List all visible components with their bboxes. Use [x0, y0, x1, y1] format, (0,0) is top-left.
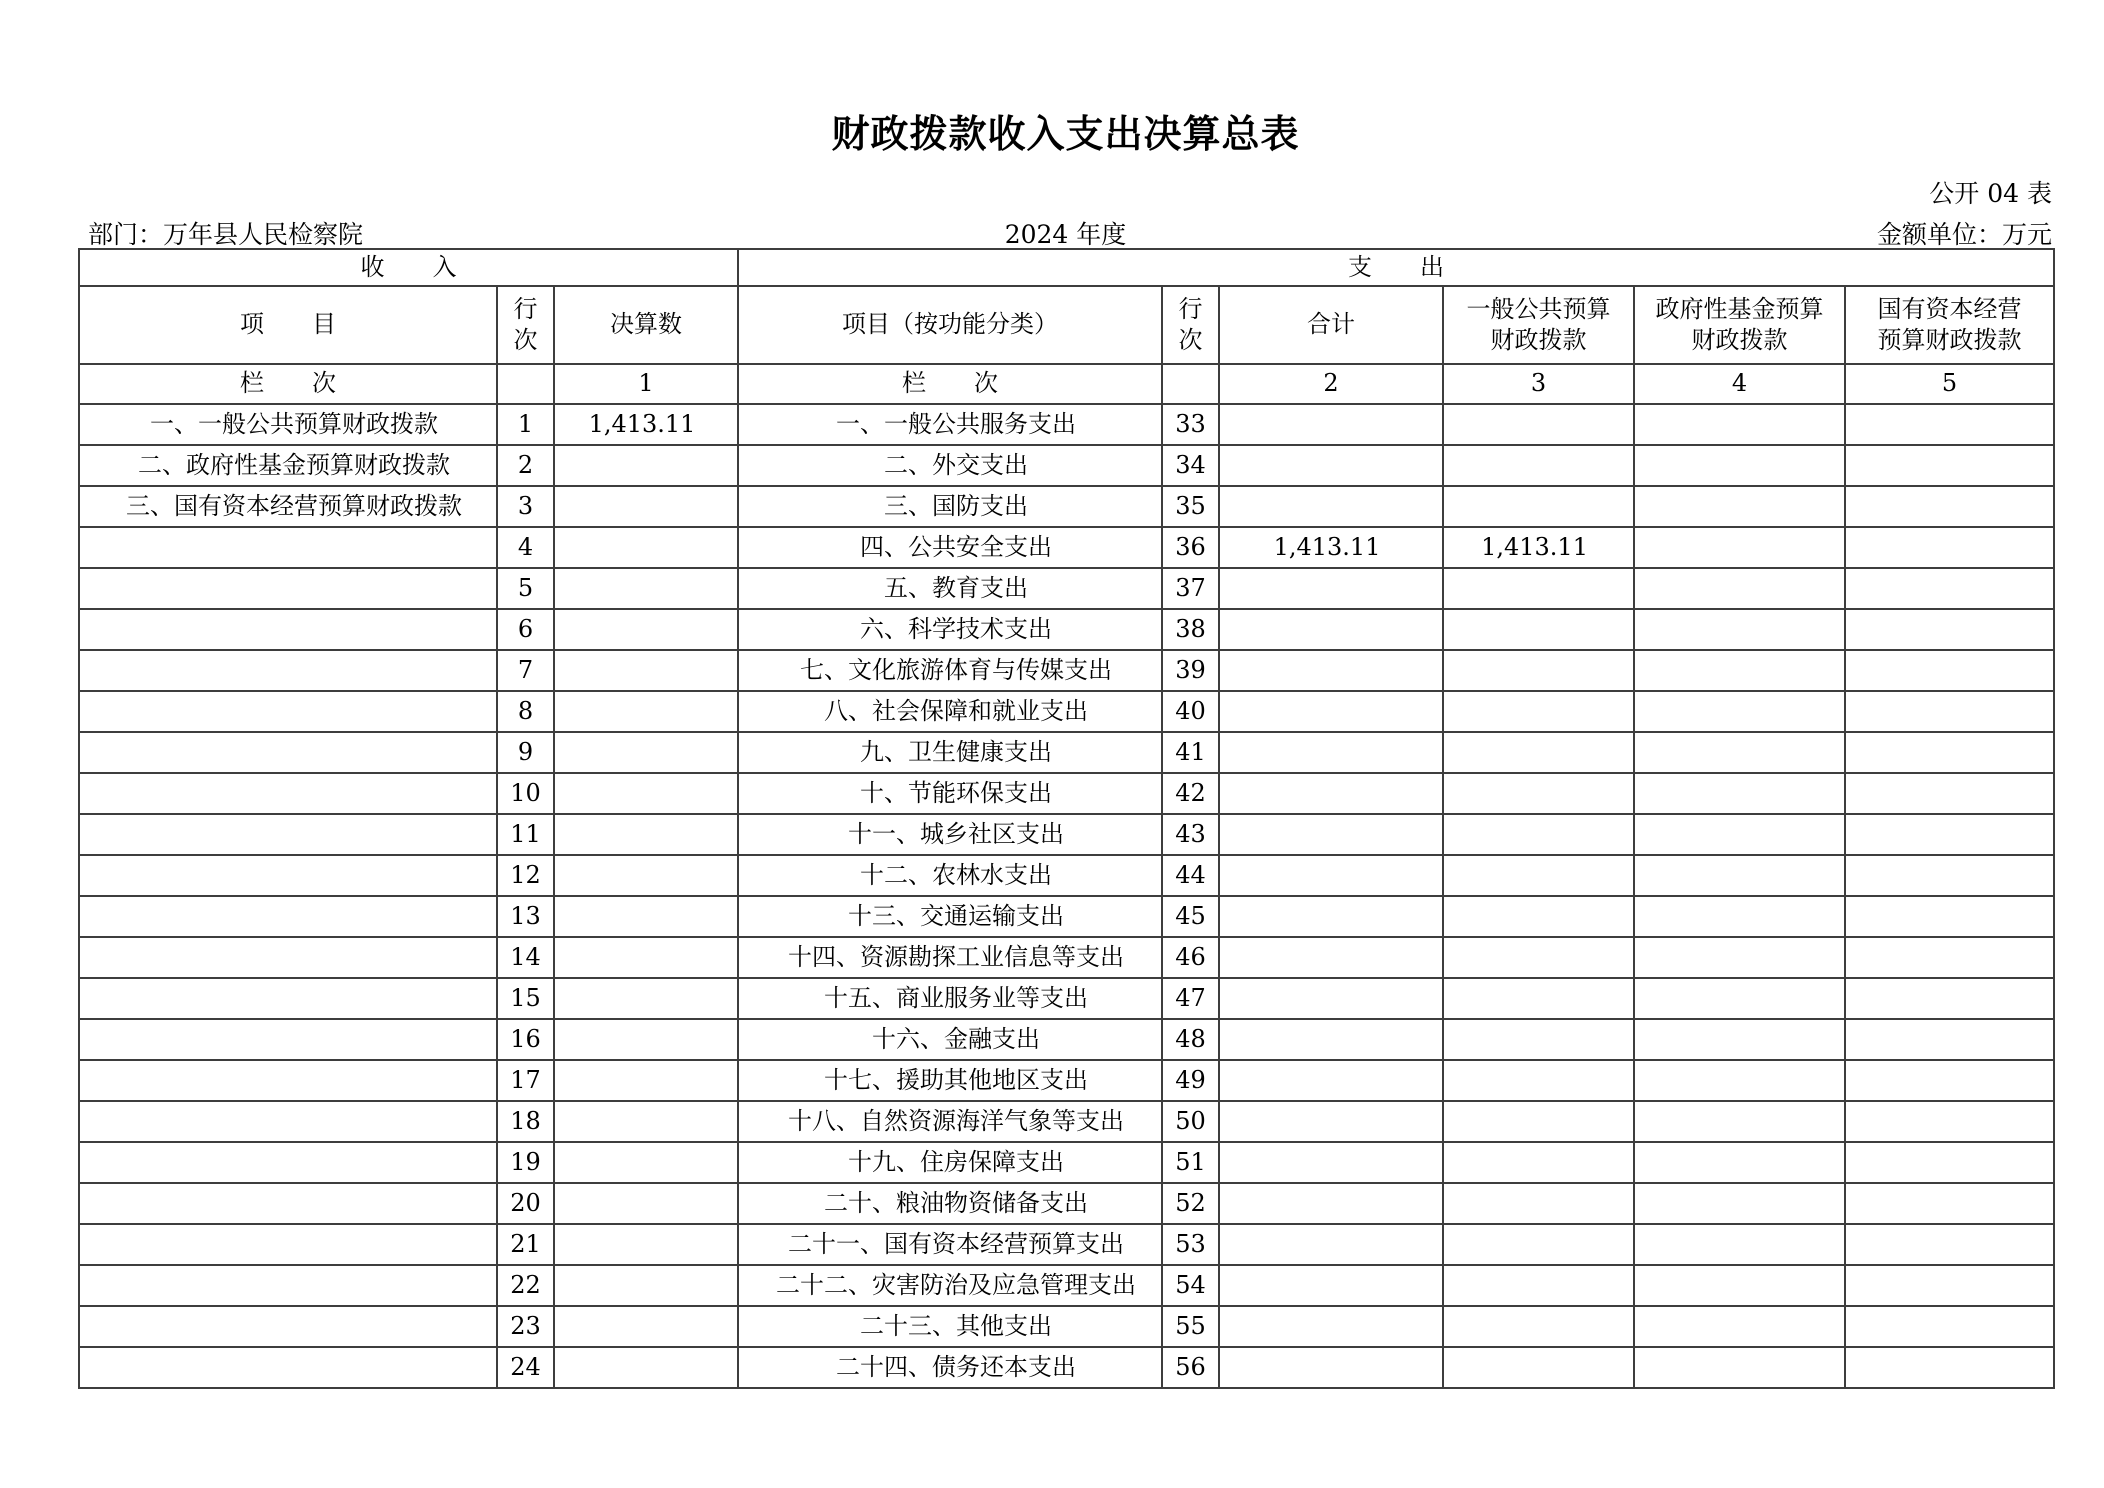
state-capital-budget-cell [1845, 1019, 2054, 1060]
general-public-budget-cell [1443, 445, 1634, 486]
total-amount-cell [1219, 404, 1443, 445]
expenditure-item-cell: 十七、援助其他地区支出 [738, 1060, 1162, 1101]
general-public-budget-cell [1443, 978, 1634, 1019]
table-row [79, 1142, 2054, 1183]
col-header-revenue-line-no: 行次 [497, 286, 554, 364]
expenditure-item-cell: 十、节能环保支出 [738, 773, 1162, 814]
column-index-row [79, 364, 2054, 404]
government-fund-budget-cell [1634, 1306, 1845, 1347]
revenue-item-cell [79, 650, 497, 691]
revenue-amount-cell [554, 1265, 738, 1306]
expenditure-line-no-cell: 41 [1162, 732, 1219, 773]
general-public-budget-cell [1443, 1224, 1634, 1265]
table-row [79, 1019, 2054, 1060]
government-fund-budget-cell [1634, 978, 1845, 1019]
revenue-amount-cell [554, 486, 738, 527]
expenditure-line-no-cell: 49 [1162, 1060, 1219, 1101]
revenue-amount-cell [554, 937, 738, 978]
total-amount-cell [1219, 1347, 1443, 1388]
expenditure-item-cell: 十九、住房保障支出 [738, 1142, 1162, 1183]
total-amount-cell [1219, 1224, 1443, 1265]
table-row [79, 1265, 2054, 1306]
expenditure-item-cell: 二十一、国有资本经营预算支出 [738, 1224, 1162, 1265]
general-public-budget-cell [1443, 855, 1634, 896]
total-amount-cell [1219, 1265, 1443, 1306]
revenue-line-no-cell: 17 [497, 1060, 554, 1101]
total-amount-cell [1219, 486, 1443, 527]
revenue-amount-cell [554, 609, 738, 650]
expenditure-item-cell: 二十二、灾害防治及应急管理支出 [738, 1265, 1162, 1306]
revenue-item-cell [79, 527, 497, 568]
government-fund-budget-cell [1634, 855, 1845, 896]
total-amount-cell [1219, 732, 1443, 773]
table-row [79, 486, 2054, 527]
revenue-item-cell [79, 978, 497, 1019]
total-amount-cell [1219, 896, 1443, 937]
revenue-amount-cell [554, 732, 738, 773]
index-settle-amount: 1 [554, 364, 738, 404]
revenue-amount-cell [554, 691, 738, 732]
total-amount-cell [1219, 1142, 1443, 1183]
expenditure-item-cell: 七、文化旅游体育与传媒支出 [738, 650, 1162, 691]
revenue-line-no-cell: 18 [497, 1101, 554, 1142]
government-fund-budget-cell [1634, 814, 1845, 855]
revenue-item-cell [79, 814, 497, 855]
expenditure-item-cell: 四、公共安全支出 [738, 527, 1162, 568]
revenue-amount-cell [554, 773, 738, 814]
index-blank-revenue-line-no [497, 364, 554, 404]
government-fund-budget-cell [1634, 486, 1845, 527]
table-row [79, 896, 2054, 937]
revenue-amount-cell [554, 1183, 738, 1224]
revenue-item-cell [79, 1142, 497, 1183]
expenditure-line-no-cell: 56 [1162, 1347, 1219, 1388]
government-fund-budget-cell [1634, 1224, 1845, 1265]
expenditure-line-no-cell: 35 [1162, 486, 1219, 527]
revenue-line-no-cell: 6 [497, 609, 554, 650]
general-public-budget-cell [1443, 404, 1634, 445]
expenditure-item-cell: 十三、交通运输支出 [738, 896, 1162, 937]
revenue-item-cell [79, 1101, 497, 1142]
state-capital-budget-cell [1845, 814, 2054, 855]
revenue-item-cell [79, 1060, 497, 1101]
total-amount-cell [1219, 1019, 1443, 1060]
general-public-budget-cell [1443, 650, 1634, 691]
state-capital-budget-cell [1845, 568, 2054, 609]
col-header-government-fund-budget: 政府性基金预算财政拨款 [1634, 286, 1845, 364]
revenue-amount-cell [554, 855, 738, 896]
general-public-budget-cell [1443, 937, 1634, 978]
revenue-item-cell [79, 773, 497, 814]
expenditure-item-cell: 六、科学技术支出 [738, 609, 1162, 650]
table-row [79, 937, 2054, 978]
state-capital-budget-cell [1845, 527, 2054, 568]
state-capital-budget-cell [1845, 1224, 2054, 1265]
expenditure-line-no-cell: 45 [1162, 896, 1219, 937]
government-fund-budget-cell [1634, 650, 1845, 691]
table-row [79, 691, 2054, 732]
table-row [79, 650, 2054, 691]
government-fund-budget-cell [1634, 896, 1845, 937]
government-fund-budget-cell [1634, 568, 1845, 609]
state-capital-budget-cell [1845, 937, 2054, 978]
total-amount-cell [1219, 650, 1443, 691]
expenditure-item-cell: 九、卫生健康支出 [738, 732, 1162, 773]
col-header-total: 合计 [1219, 286, 1443, 364]
table-row [79, 732, 2054, 773]
general-public-budget-cell [1443, 1306, 1634, 1347]
total-amount-cell [1219, 814, 1443, 855]
government-fund-budget-cell [1634, 445, 1845, 486]
department-label: 部门：万年县人民检察院 [88, 220, 364, 249]
total-amount-cell [1219, 978, 1443, 1019]
revenue-item-cell [79, 1183, 497, 1224]
expenditure-line-no-cell: 33 [1162, 404, 1219, 445]
revenue-amount-cell [554, 1142, 738, 1183]
revenue-line-no-cell: 7 [497, 650, 554, 691]
revenue-amount-cell [554, 1019, 738, 1060]
total-amount-cell [1219, 691, 1443, 732]
expenditure-item-cell: 十八、自然资源海洋气象等支出 [738, 1101, 1162, 1142]
table-row [79, 814, 2054, 855]
table-row [79, 527, 2054, 568]
government-fund-budget-cell [1634, 937, 1845, 978]
revenue-line-no-cell: 21 [497, 1224, 554, 1265]
index-blank-expenditure-line-no [1162, 364, 1219, 404]
general-public-budget-cell [1443, 609, 1634, 650]
revenue-amount-cell [554, 650, 738, 691]
expenditure-line-no-cell: 50 [1162, 1101, 1219, 1142]
revenue-line-no-cell: 16 [497, 1019, 554, 1060]
expenditure-line-no-cell: 43 [1162, 814, 1219, 855]
column-header-row [79, 286, 2054, 364]
expenditure-item-cell: 二十、粮油物资储备支出 [738, 1183, 1162, 1224]
expenditure-line-no-cell: 39 [1162, 650, 1219, 691]
revenue-line-no-cell: 20 [497, 1183, 554, 1224]
total-amount-cell [1219, 937, 1443, 978]
index-label-revenue: 栏 次 [79, 364, 497, 404]
state-capital-budget-cell [1845, 1101, 2054, 1142]
revenue-line-no-cell: 10 [497, 773, 554, 814]
table-row [79, 1060, 2054, 1101]
revenue-item-cell [79, 937, 497, 978]
government-fund-budget-cell [1634, 1183, 1845, 1224]
state-capital-budget-cell [1845, 609, 2054, 650]
government-fund-budget-cell [1634, 527, 1845, 568]
index-label-expenditure: 栏 次 [738, 364, 1162, 404]
form-code: 公开 04 表 [1929, 179, 2052, 208]
revenue-item-cell [79, 1224, 497, 1265]
expenditure-line-no-cell: 47 [1162, 978, 1219, 1019]
expenditure-line-no-cell: 40 [1162, 691, 1219, 732]
state-capital-budget-cell [1845, 1347, 2054, 1388]
revenue-line-no-cell: 24 [497, 1347, 554, 1388]
total-amount-cell [1219, 1306, 1443, 1347]
expenditure-line-no-cell: 38 [1162, 609, 1219, 650]
total-amount-cell [1219, 773, 1443, 814]
expenditure-line-no-cell: 36 [1162, 527, 1219, 568]
expenditure-line-no-cell: 34 [1162, 445, 1219, 486]
revenue-section-header: 收 入 [79, 249, 738, 286]
general-public-budget-cell [1443, 1142, 1634, 1183]
revenue-line-no-cell: 15 [497, 978, 554, 1019]
state-capital-budget-cell [1845, 773, 2054, 814]
revenue-line-no-cell: 4 [497, 527, 554, 568]
index-fund: 4 [1634, 364, 1845, 404]
total-amount-cell: 1,413.11 [1219, 527, 1443, 568]
total-amount-cell [1219, 1101, 1443, 1142]
expenditure-item-cell: 十六、金融支出 [738, 1019, 1162, 1060]
government-fund-budget-cell [1634, 404, 1845, 445]
revenue-item-cell [79, 568, 497, 609]
revenue-amount-cell [554, 1224, 738, 1265]
revenue-amount-cell: 1,413.11 [554, 404, 738, 445]
revenue-amount-cell [554, 1306, 738, 1347]
index-total: 2 [1219, 364, 1443, 404]
state-capital-budget-cell [1845, 855, 2054, 896]
state-capital-budget-cell [1845, 486, 2054, 527]
col-header-revenue-item: 项 目 [79, 286, 497, 364]
index-general: 3 [1443, 364, 1634, 404]
general-public-budget-cell [1443, 486, 1634, 527]
table-body [79, 404, 2054, 1388]
state-capital-budget-cell [1845, 1183, 2054, 1224]
government-fund-budget-cell [1634, 773, 1845, 814]
revenue-item-cell [79, 1347, 497, 1388]
total-amount-cell [1219, 609, 1443, 650]
state-capital-budget-cell [1845, 1142, 2054, 1183]
total-amount-cell [1219, 855, 1443, 896]
table-row [79, 773, 2054, 814]
revenue-item-cell: 二、政府性基金预算财政拨款 [79, 445, 497, 486]
expenditure-item-cell: 十二、农林水支出 [738, 855, 1162, 896]
state-capital-budget-cell [1845, 1265, 2054, 1306]
expenditure-item-cell: 二、外交支出 [738, 445, 1162, 486]
revenue-item-cell [79, 1265, 497, 1306]
col-header-settle-amount: 决算数 [554, 286, 738, 364]
expenditure-line-no-cell: 54 [1162, 1265, 1219, 1306]
section-header-row [79, 249, 2054, 286]
revenue-line-no-cell: 12 [497, 855, 554, 896]
revenue-item-cell [79, 855, 497, 896]
revenue-item-cell [79, 691, 497, 732]
government-fund-budget-cell [1634, 1265, 1845, 1306]
general-public-budget-cell [1443, 814, 1634, 855]
general-public-budget-cell [1443, 691, 1634, 732]
government-fund-budget-cell [1634, 1347, 1845, 1388]
table-row [79, 1306, 2054, 1347]
expenditure-item-cell: 十一、城乡社区支出 [738, 814, 1162, 855]
revenue-item-cell: 一、一般公共预算财政拨款 [79, 404, 497, 445]
government-fund-budget-cell [1634, 1142, 1845, 1183]
state-capital-budget-cell [1845, 978, 2054, 1019]
expenditure-line-no-cell: 48 [1162, 1019, 1219, 1060]
table-row [79, 978, 2054, 1019]
table-row [79, 404, 2054, 445]
state-capital-budget-cell [1845, 1306, 2054, 1347]
general-public-budget-cell: 1,413.11 [1443, 527, 1634, 568]
general-public-budget-cell [1443, 732, 1634, 773]
state-capital-budget-cell [1845, 650, 2054, 691]
general-public-budget-cell [1443, 1101, 1634, 1142]
total-amount-cell [1219, 1183, 1443, 1224]
government-fund-budget-cell [1634, 1019, 1845, 1060]
government-fund-budget-cell [1634, 691, 1845, 732]
total-amount-cell [1219, 568, 1443, 609]
total-amount-cell [1219, 1060, 1443, 1101]
general-public-budget-cell [1443, 896, 1634, 937]
state-capital-budget-cell [1845, 896, 2054, 937]
general-public-budget-cell [1443, 1183, 1634, 1224]
table-row [79, 568, 2054, 609]
expenditure-section-header: 支 出 [738, 249, 2054, 286]
table-row [79, 445, 2054, 486]
government-fund-budget-cell [1634, 1101, 1845, 1142]
total-amount-cell [1219, 445, 1443, 486]
expenditure-line-no-cell: 52 [1162, 1183, 1219, 1224]
revenue-amount-cell [554, 814, 738, 855]
general-public-budget-cell [1443, 568, 1634, 609]
revenue-line-no-cell: 11 [497, 814, 554, 855]
fiscal-year-label: 2024 年度 [1004, 220, 1127, 249]
expenditure-item-cell: 十五、商业服务业等支出 [738, 978, 1162, 1019]
revenue-item-cell [79, 896, 497, 937]
government-fund-budget-cell [1634, 732, 1845, 773]
revenue-item-cell [79, 609, 497, 650]
revenue-line-no-cell: 22 [497, 1265, 554, 1306]
revenue-item-cell: 三、国有资本经营预算财政拨款 [79, 486, 497, 527]
expenditure-line-no-cell: 55 [1162, 1306, 1219, 1347]
table-row [79, 1347, 2054, 1388]
revenue-line-no-cell: 14 [497, 937, 554, 978]
unit-label: 金额单位：万元 [1876, 220, 2052, 249]
col-header-expenditure-item: 项目（按功能分类） [738, 286, 1162, 364]
revenue-item-cell [79, 1306, 497, 1347]
col-header-state-capital-budget: 国有资本经营预算财政拨款 [1845, 286, 2054, 364]
state-capital-budget-cell [1845, 404, 2054, 445]
revenue-line-no-cell: 5 [497, 568, 554, 609]
state-capital-budget-cell [1845, 691, 2054, 732]
government-fund-budget-cell [1634, 1060, 1845, 1101]
expenditure-line-no-cell: 46 [1162, 937, 1219, 978]
revenue-item-cell [79, 1019, 497, 1060]
expenditure-line-no-cell: 37 [1162, 568, 1219, 609]
revenue-line-no-cell: 2 [497, 445, 554, 486]
expenditure-line-no-cell: 51 [1162, 1142, 1219, 1183]
general-public-budget-cell [1443, 1265, 1634, 1306]
page-title: 财政拨款收入支出决算总表 [831, 111, 1300, 156]
general-public-budget-cell [1443, 1347, 1634, 1388]
table-row [79, 609, 2054, 650]
expenditure-item-cell: 三、国防支出 [738, 486, 1162, 527]
revenue-amount-cell [554, 445, 738, 486]
expenditure-item-cell: 十四、资源勘探工业信息等支出 [738, 937, 1162, 978]
state-capital-budget-cell [1845, 732, 2054, 773]
revenue-line-no-cell: 8 [497, 691, 554, 732]
expenditure-line-no-cell: 44 [1162, 855, 1219, 896]
revenue-amount-cell [554, 527, 738, 568]
revenue-line-no-cell: 9 [497, 732, 554, 773]
revenue-line-no-cell: 3 [497, 486, 554, 527]
revenue-amount-cell [554, 978, 738, 1019]
state-capital-budget-cell [1845, 1060, 2054, 1101]
table-row [79, 1183, 2054, 1224]
table-row [79, 1224, 2054, 1265]
table-row [79, 1101, 2054, 1142]
expenditure-line-no-cell: 42 [1162, 773, 1219, 814]
revenue-line-no-cell: 23 [497, 1306, 554, 1347]
expenditure-line-no-cell: 53 [1162, 1224, 1219, 1265]
revenue-amount-cell [554, 1060, 738, 1101]
expenditure-item-cell: 一、一般公共服务支出 [738, 404, 1162, 445]
revenue-amount-cell [554, 896, 738, 937]
revenue-amount-cell [554, 568, 738, 609]
fiscal-appropriation-table [78, 248, 2055, 1389]
general-public-budget-cell [1443, 1060, 1634, 1101]
index-capital: 5 [1845, 364, 2054, 404]
expenditure-item-cell: 二十三、其他支出 [738, 1306, 1162, 1347]
general-public-budget-cell [1443, 1019, 1634, 1060]
revenue-line-no-cell: 19 [497, 1142, 554, 1183]
expenditure-item-cell: 八、社会保障和就业支出 [738, 691, 1162, 732]
revenue-line-no-cell: 13 [497, 896, 554, 937]
government-fund-budget-cell [1634, 609, 1845, 650]
expenditure-item-cell: 五、教育支出 [738, 568, 1162, 609]
revenue-amount-cell [554, 1101, 738, 1142]
table-row [79, 855, 2054, 896]
col-header-general-public-budget: 一般公共预算财政拨款 [1443, 286, 1634, 364]
revenue-item-cell [79, 732, 497, 773]
state-capital-budget-cell [1845, 445, 2054, 486]
general-public-budget-cell [1443, 773, 1634, 814]
expenditure-item-cell: 二十四、债务还本支出 [738, 1347, 1162, 1388]
revenue-amount-cell [554, 1347, 738, 1388]
col-header-expenditure-line-no: 行次 [1162, 286, 1219, 364]
revenue-line-no-cell: 1 [497, 404, 554, 445]
